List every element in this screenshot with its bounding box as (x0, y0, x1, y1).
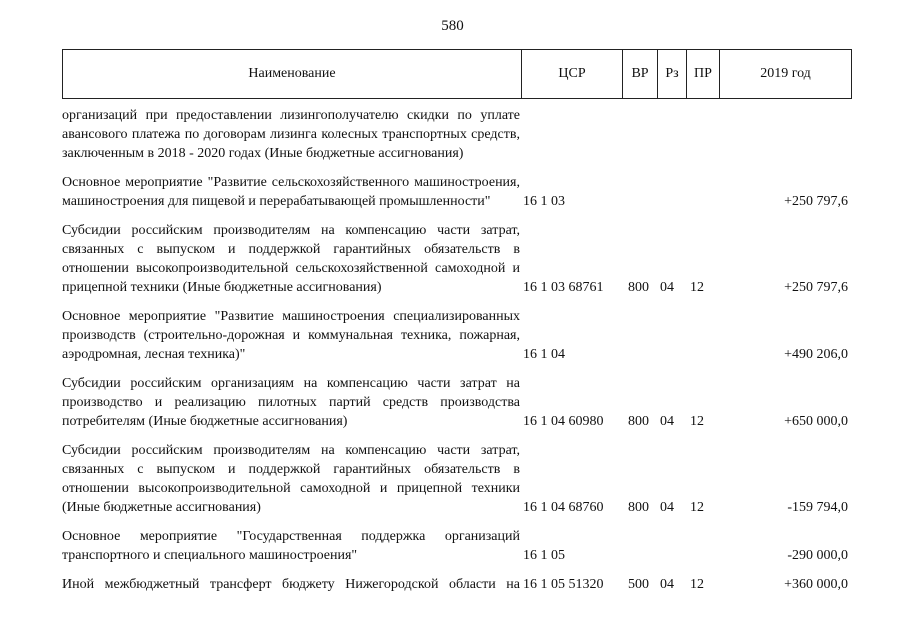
row-name: Основное мероприятие "Развитие сельскохозяйственного машиностроения, машиностроения для пищевой и перерабатывающей промышленности" (62, 175, 520, 209)
row-amount: -159 794,0 (787, 500, 848, 515)
row-csr: 16 1 04 68760 (523, 500, 604, 515)
header-vr: ВР (623, 50, 658, 99)
header-year: 2019 год (720, 50, 852, 99)
row-vr: 500 (628, 577, 649, 592)
row-name: Субсидии российским организациям на компенсацию части затрат на производство и реализацию пилотных партий средств производства потребителям (Иные бюджетные ассигнования) (62, 376, 520, 429)
row-amount: +250 797,6 (784, 194, 848, 209)
row-rz: 04 (660, 500, 674, 515)
row-name: Субсидии российским производителям на компенсацию части затрат, связанных с выпуском и поддержкой гарантийных обязательств в отношении высокопроизводительной сельскохозяйственной самоходной и прицепной техники (Иные бюджетные ассигнования) (62, 223, 520, 295)
row-csr: 16 1 04 (523, 347, 565, 362)
row-vr: 800 (628, 500, 649, 515)
table-row (62, 441, 852, 517)
row-csr: 16 1 05 51320 (523, 577, 604, 592)
row-rz: 04 (660, 280, 674, 295)
row-rz: 04 (660, 414, 674, 429)
row-pr: 12 (690, 500, 704, 515)
header-csr: ЦСР (522, 50, 623, 99)
row-csr: 16 1 03 68761 (523, 280, 604, 295)
row-pr: 12 (690, 577, 704, 592)
row-name: организаций при предоставлении лизингополучателю скидки по уплате авансового платежа по договорам лизинга колесных транспортных средств, заключенным в 2018 - 2020 годах (Иные бюджетные ассигнования) (62, 108, 520, 161)
table-row (62, 575, 852, 594)
table-row (62, 374, 852, 431)
table-row (62, 173, 852, 211)
row-name: Иной межбюджетный трансферт бюджету Нижегородской области на (62, 577, 520, 592)
table-header (62, 49, 852, 99)
table-row (62, 106, 852, 163)
row-name: Основное мероприятие "Государственная поддержка организаций транспортного и специального машиностроения" (62, 529, 520, 563)
row-pr: 12 (690, 280, 704, 295)
row-amount: -290 000,0 (787, 548, 848, 563)
row-csr: 16 1 03 (523, 194, 565, 209)
row-amount: +490 206,0 (784, 347, 848, 362)
row-name: Основное мероприятие "Развитие машиностроения специализированных производств (строительно-дорожная и коммунальная техника, пожарная, аэродромная, лесная техника)" (62, 309, 520, 362)
table-row (62, 527, 852, 565)
page-number: 580 (441, 18, 464, 34)
budget-rows (62, 106, 852, 604)
row-csr: 16 1 05 (523, 548, 565, 563)
row-csr: 16 1 04 60980 (523, 414, 604, 429)
header-name: Наименование (63, 50, 522, 99)
header-rz: Рз (658, 50, 687, 99)
row-rz: 04 (660, 577, 674, 592)
row-vr: 800 (628, 414, 649, 429)
table-row (62, 307, 852, 364)
table-row (62, 221, 852, 297)
row-name: Субсидии российским производителям на компенсацию части затрат, связанных с выпуском и поддержкой гарантийных обязательств в отношении высокопроизводительной самоходной и прицепной техники (Иные бюджетные ассигнования) (62, 443, 520, 515)
header-pr: ПР (687, 50, 720, 99)
row-amount: +650 000,0 (784, 414, 848, 429)
row-vr: 800 (628, 280, 649, 295)
row-pr: 12 (690, 414, 704, 429)
row-amount: +360 000,0 (784, 577, 848, 592)
row-amount: +250 797,6 (784, 280, 848, 295)
